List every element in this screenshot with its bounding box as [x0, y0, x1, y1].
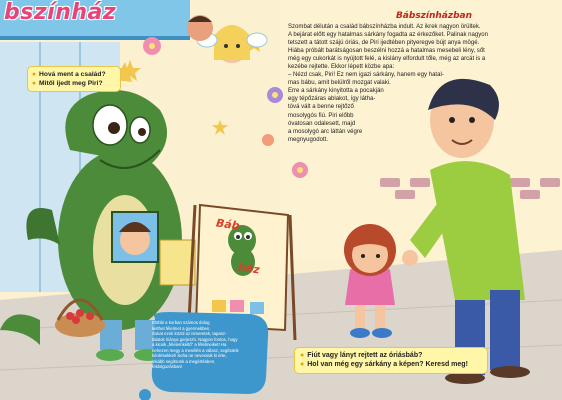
story-line: kezébe rejtette. Ekkor lépett közbe apa:	[288, 64, 395, 71]
story-line: – Nézd csak, Piri! Ez nem igazi sárkány, hanem egy hatal-	[288, 72, 444, 79]
bullet-icon: ●	[300, 361, 305, 369]
story-line: tóvá vált a benne rejtőző	[288, 104, 354, 111]
questions-bottom	[294, 347, 488, 374]
bubble-line: Elöbbi a korban számos dolog	[152, 320, 210, 325]
question-item: ● Hol van még egy sárkány a képen? Keresd meg!	[300, 361, 468, 369]
bubble-line: kelthet félelmet a gyermekben.	[152, 325, 211, 331]
story-line: óvatosan odalesett, majd	[288, 120, 356, 127]
story-line: Erre a sárkány kinyitotta a pocakján	[288, 88, 384, 95]
questions-top	[27, 66, 121, 92]
bubble-line: talatok hiánya gerjeszti. Nagyon fontos, hogy	[152, 336, 238, 342]
tip-bubble-text	[152, 320, 264, 370]
story-text	[288, 23, 559, 144]
theater-sign-text: bszínház	[4, 0, 117, 25]
story-line: mosolygós fiú. Piri előbb	[288, 112, 354, 119]
story-line: Hiába próbált barátságosan beszélni hozzá a hatalmas mesebeli lény, sőt	[288, 48, 485, 55]
story-line: Szombat délután a család bábszínházba indult. Az ikrek nagyon örültek.	[288, 24, 481, 30]
question-item: ● Mitől ijedt meg Piri?	[32, 80, 103, 87]
question-item: ● Hová ment a család?	[32, 71, 106, 78]
bubble-line: Sokat ezek közül az ismeretek, tapasz-	[152, 331, 227, 337]
story-line: egy tépőzáras ablakot, így látha-	[288, 96, 376, 103]
poster-title-top: Báb	[215, 216, 241, 233]
story-line: tetszett a tátott szájú óriás, de Piri ijedtében pityeregve bújt anya mögé.	[288, 40, 480, 47]
bubble-line: nehezen megy a mesélés a válasz, segítsünk	[152, 347, 239, 353]
story-line: megnyugodott.	[288, 136, 329, 143]
question-item: ● Fiút vagy lányt rejtett az óriásbáb?	[300, 352, 423, 359]
bubble-line: kérdésekkel! Soha ne nevessük ki érte,	[152, 353, 227, 359]
story-line: még egy cukorkát is nyújtott felé, a kislány elfordult tőle, még az arcát is a	[288, 56, 486, 63]
bullet-icon: ●	[32, 80, 37, 87]
bubble-line: feldolgozásban!	[152, 364, 183, 370]
story-title: Bábszínházban	[395, 11, 473, 21]
poster-title-bottom: ház	[237, 260, 261, 277]
bullet-icon: ●	[300, 352, 305, 359]
bullet-icon: ●	[32, 71, 37, 78]
story-line: mas bábu, amit belülről mozgat valaki.	[288, 80, 391, 87]
story-line: A bejárat előtt egy hatalmas sárkány fogadta az érkezőket. Palinak nagyon	[288, 32, 489, 39]
story-line: a mosolygó arc láttán végre	[288, 128, 363, 135]
bubble-line: inkább segítsünk a megértésben,	[152, 358, 216, 364]
bubble-line: a kicsik „félelemkeltő" a félelmeiket! Ha	[152, 342, 227, 348]
